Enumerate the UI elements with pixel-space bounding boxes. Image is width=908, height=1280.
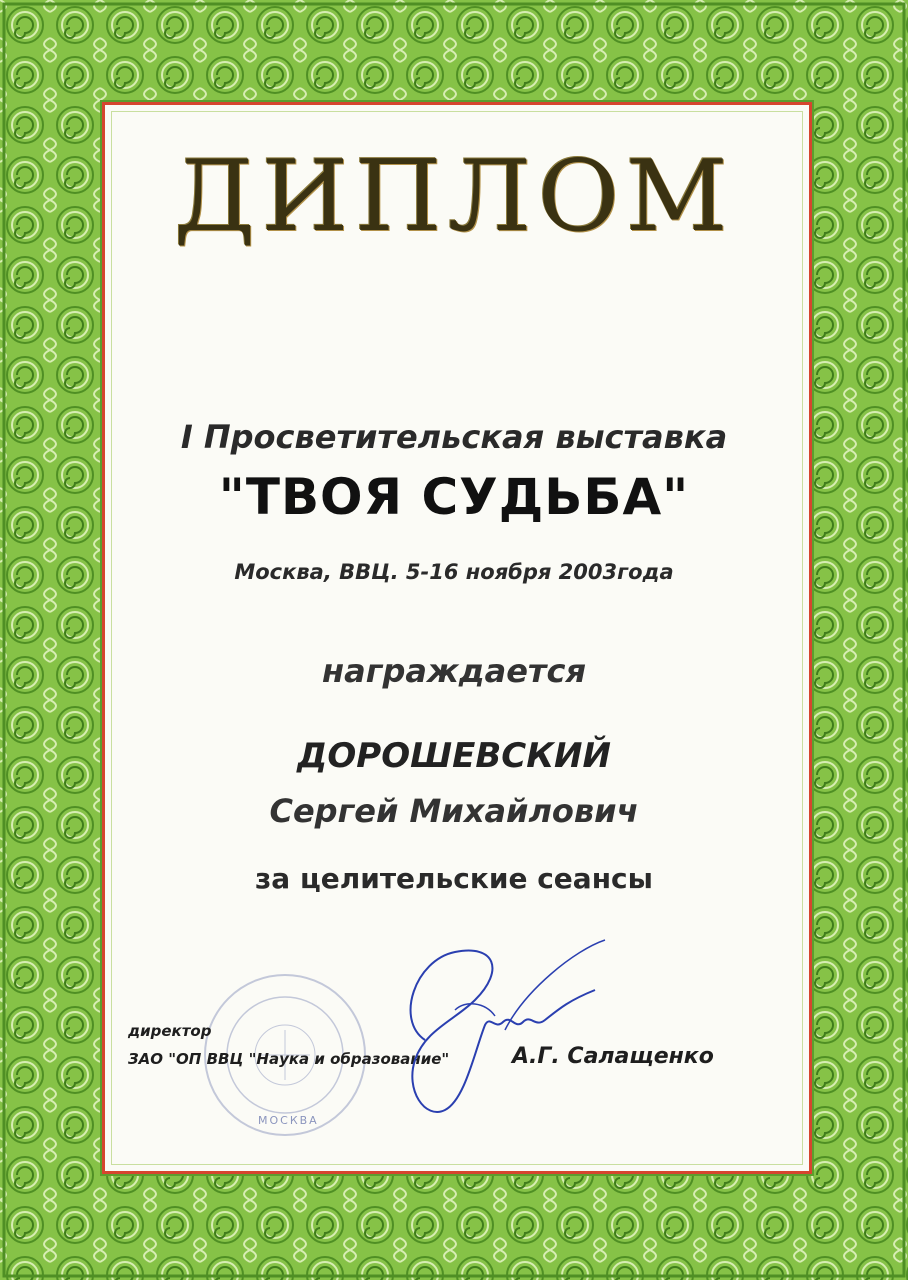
award-reason: за целительские сеансы [255,862,653,895]
recipient-given-names: Сергей Михайлович [269,792,639,830]
stamp-city: МОСКВА [258,1114,319,1127]
signatory-name: А.Г. Салащенко [512,1044,714,1069]
event-line: I Просветительская выставка [180,418,728,456]
diploma-title: ДИПЛОМ [173,140,735,254]
awarded-text: награждается [322,652,586,690]
signatory-position: директор [128,1022,212,1040]
place-date: Москва, ВВЦ. 5-16 ноября 2003года [234,560,674,584]
handwritten-signature [355,930,615,1140]
signatory-organization: ЗАО "ОП ВВЦ "Наука и образование" [128,1050,450,1068]
recipient-surname: ДОРОШЕВСКИЙ [297,736,611,776]
event-name: "ТВОЯ СУДЬБА" [218,468,690,526]
